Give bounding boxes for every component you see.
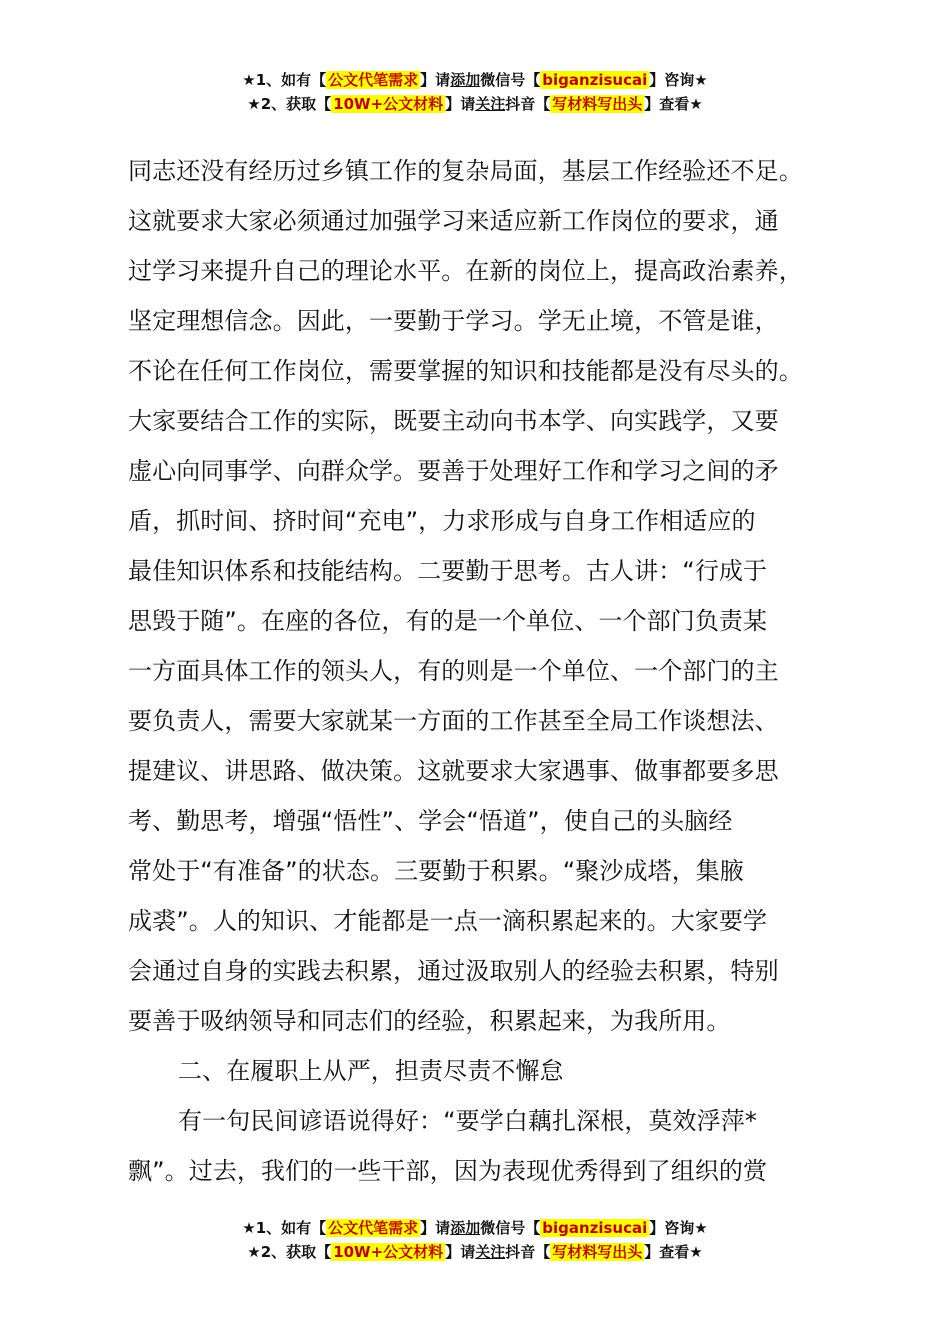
body-line: 不论在任何工作岗位，需要掌握的知识和技能都是没有尽头的。 [128, 357, 803, 385]
footer-line-2-prefix: ★2、获取【 [247, 1243, 332, 1261]
footer-line-2-text: 】请 [445, 1243, 476, 1261]
header-line-2-text: 】请 [445, 95, 476, 113]
body-line: 坚定理想信念。因此，一要勤于学习。学无止境，不管是谁， [128, 307, 779, 335]
footer-highlight-materials: 10W+公文材料 [333, 1243, 444, 1261]
footer-line-2-text-2: 抖音【 [505, 1243, 551, 1261]
footer-line-1-suffix: 】咨询★ [649, 1219, 708, 1237]
header-line-1-text-2: 微信号【 [480, 71, 541, 89]
footer-highlight-douyin: 写材料写出头 [552, 1243, 643, 1261]
body-line: 同志还没有经历过乡镇工作的复杂局面，基层工作经验还不足。 [128, 157, 803, 185]
body-line: 飘”。过去，我们的一些干部，因为表现优秀得到了组织的赏 [128, 1157, 768, 1185]
header-underline-add: 添加 [450, 71, 481, 89]
body-line: 要善于吸纳领导和同志们的经验，积累起来，为我所用。 [128, 1007, 731, 1035]
header-underline-follow: 关注 [475, 95, 506, 113]
header-line-1-suffix: 】咨询★ [649, 71, 708, 89]
body-line: 有一句民间谚语说得好：“要学白藕扎深根，莫效浮萍* [178, 1107, 757, 1135]
body-line: 成裘”。人的知识、才能都是一点一滴积累起来的。大家要学 [128, 907, 768, 935]
header-line-2-text-2: 抖音【 [505, 95, 551, 113]
body-line: 大家要结合工作的实际，既要主动向书本学、向实践学，又要 [128, 407, 779, 435]
footer-line-1-text: 】请 [420, 1219, 451, 1237]
footer-banner [0, 1216, 950, 1264]
body-line: 常处于“有准备”的状态。三要勤于积累。“聚沙成塔，集腋 [128, 857, 744, 885]
header-banner [0, 68, 950, 116]
footer-underline-follow: 关注 [475, 1243, 506, 1261]
header-highlight-wechat-id: biganzisucai [542, 71, 648, 89]
header-line-2-prefix: ★2、获取【 [247, 95, 332, 113]
header-line-2-suffix: 】查看★ [644, 95, 703, 113]
body-line: 思毁于随”。在座的各位，有的是一个单位、一个部门负责某 [128, 607, 768, 635]
footer-underline-add: 添加 [450, 1219, 481, 1237]
footer-highlight-wechat-id: biganzisucai [542, 1219, 648, 1237]
header-line-1-prefix: ★1、如有【 [242, 71, 327, 89]
section-heading: 二、在履职上从严，担责尽责不懈怠 [178, 1057, 564, 1085]
body-line: 一方面具体工作的领头人，有的则是一个单位、一个部门的主 [128, 657, 779, 685]
footer-line-2-suffix: 】查看★ [644, 1243, 703, 1261]
header-line-1 [0, 68, 950, 92]
footer-line-1 [0, 1216, 950, 1240]
header-highlight-materials: 10W+公文材料 [333, 95, 444, 113]
body-line: 这就要求大家必须通过加强学习来适应新工作岗位的要求，通 [128, 207, 779, 235]
body-line: 考、勤思考，增强“悟性”、学会“悟道”，使自己的头脑经 [128, 807, 733, 835]
header-highlight-douyin: 写材料写出头 [552, 95, 643, 113]
footer-highlight-service: 公文代笔需求 [328, 1219, 419, 1237]
body-line: 虚心向同事学、向群众学。要善于处理好工作和学习之间的矛 [128, 457, 779, 485]
body-line: 最佳知识体系和技能结构。二要勤于思考。古人讲：“行成于 [128, 557, 768, 585]
header-highlight-service: 公文代笔需求 [328, 71, 419, 89]
footer-line-1-prefix: ★1、如有【 [242, 1219, 327, 1237]
footer-line-1-text-2: 微信号【 [480, 1219, 541, 1237]
body-line: 过学习来提升自己的理论水平。在新的岗位上，提高政治素养， [128, 257, 803, 285]
document-body [128, 146, 828, 1196]
footer-line-2 [0, 1240, 950, 1264]
body-line: 盾，抓时间、挤时间“充电”，力求形成与自身工作相适应的 [128, 507, 756, 535]
header-line-1-text: 】请 [420, 71, 451, 89]
body-line: 要负责人，需要大家就某一方面的工作甚至全局工作谈想法、 [128, 707, 779, 735]
header-line-2 [0, 92, 950, 116]
body-line: 提建议、讲思路、做决策。这就要求大家遇事、做事都要多思 [128, 757, 779, 785]
body-line: 会通过自身的实践去积累，通过汲取别人的经验去积累，特别 [128, 957, 779, 985]
